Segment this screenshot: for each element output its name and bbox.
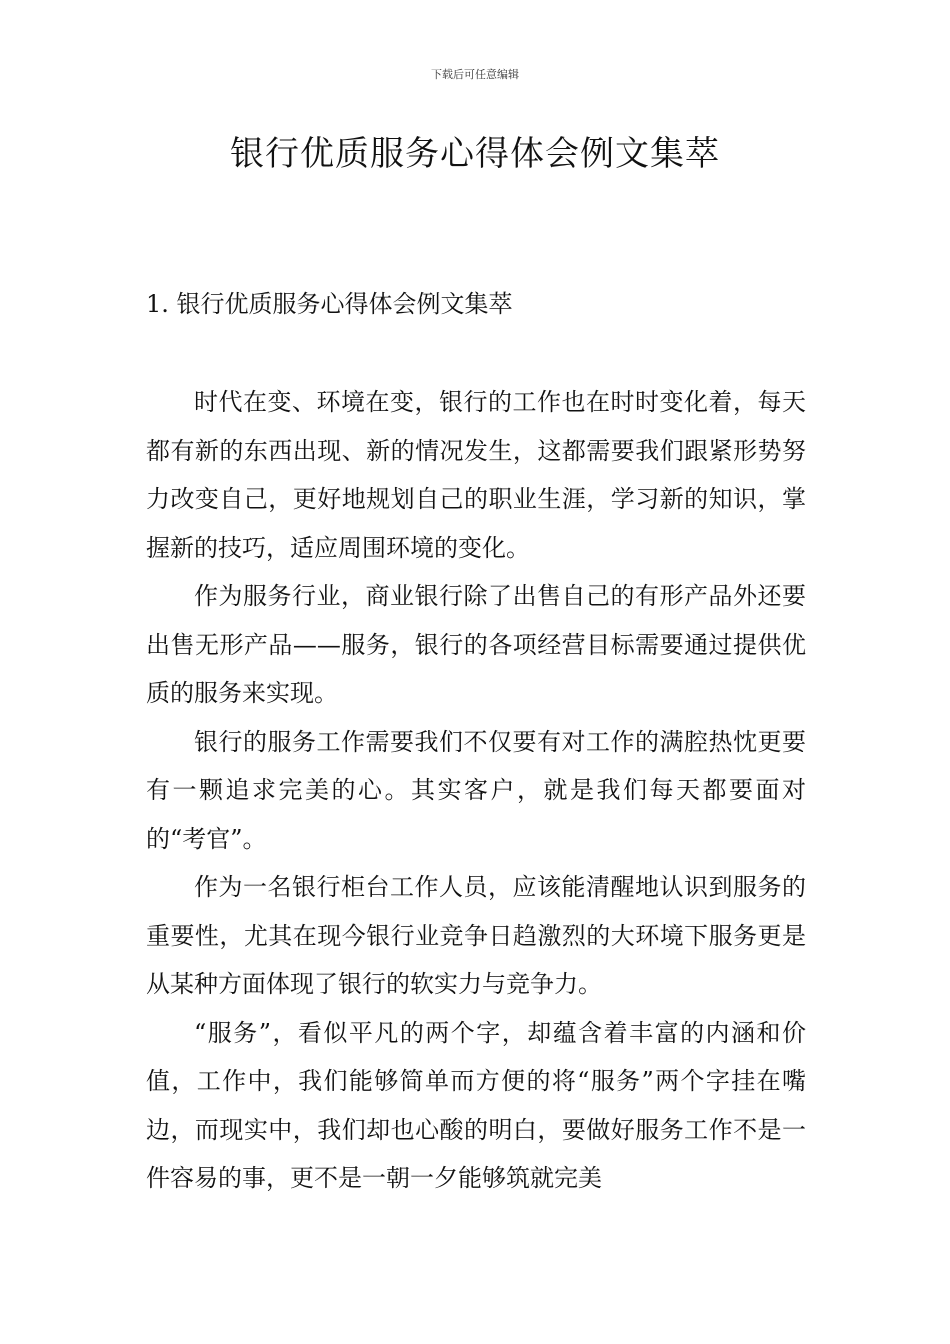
paragraph: 时代在变、环境在变，银行的工作也在时时变化着，每天都有新的东西出现、新的情况发生，这都需要我们跟紧形势努力改变自己，更好地规划自己的职业生涯，学习新的知识，掌握新的技巧，适应周围环境的变化。 (146, 388, 806, 562)
paragraph: 作为一名银行柜台工作人员，应该能清醒地认识到服务的重要性，尤其在现今银行业竞争日趋激烈的大环境下服务更是从某种方面体现了银行的软实力与竞争力。 (146, 873, 806, 998)
paragraph: “服务”，看似平凡的两个字，却蕴含着丰富的内涵和价值，工作中，我们能够简单而方便的将“服务”两个字挂在嘴边，而现实中，我们却也心酸的明白，要做好服务工作不是一件容易的事，更不是一朝一夕能够筑就完美 (146, 1018, 806, 1192)
document-title: 银行优质服务心得体会例文集萃 (230, 134, 720, 174)
header-note: 下载后可任意编辑 (431, 68, 519, 81)
paragraph: 银行的服务工作需要我们不仅要有对工作的满腔热忱更要有一颗追求完美的心。其实客户，就是我们每天都要面对的“考官”。 (146, 727, 806, 853)
paragraph: 作为服务行业，商业银行除了出售自己的有形产品外还要出售无形产品——服务，银行的各项经营目标需要通过提供优质的服务来实现。 (146, 582, 806, 707)
body-text (146, 378, 806, 1203)
section-heading: 1. 银行优质服务心得体会例文集萃 (146, 290, 513, 318)
